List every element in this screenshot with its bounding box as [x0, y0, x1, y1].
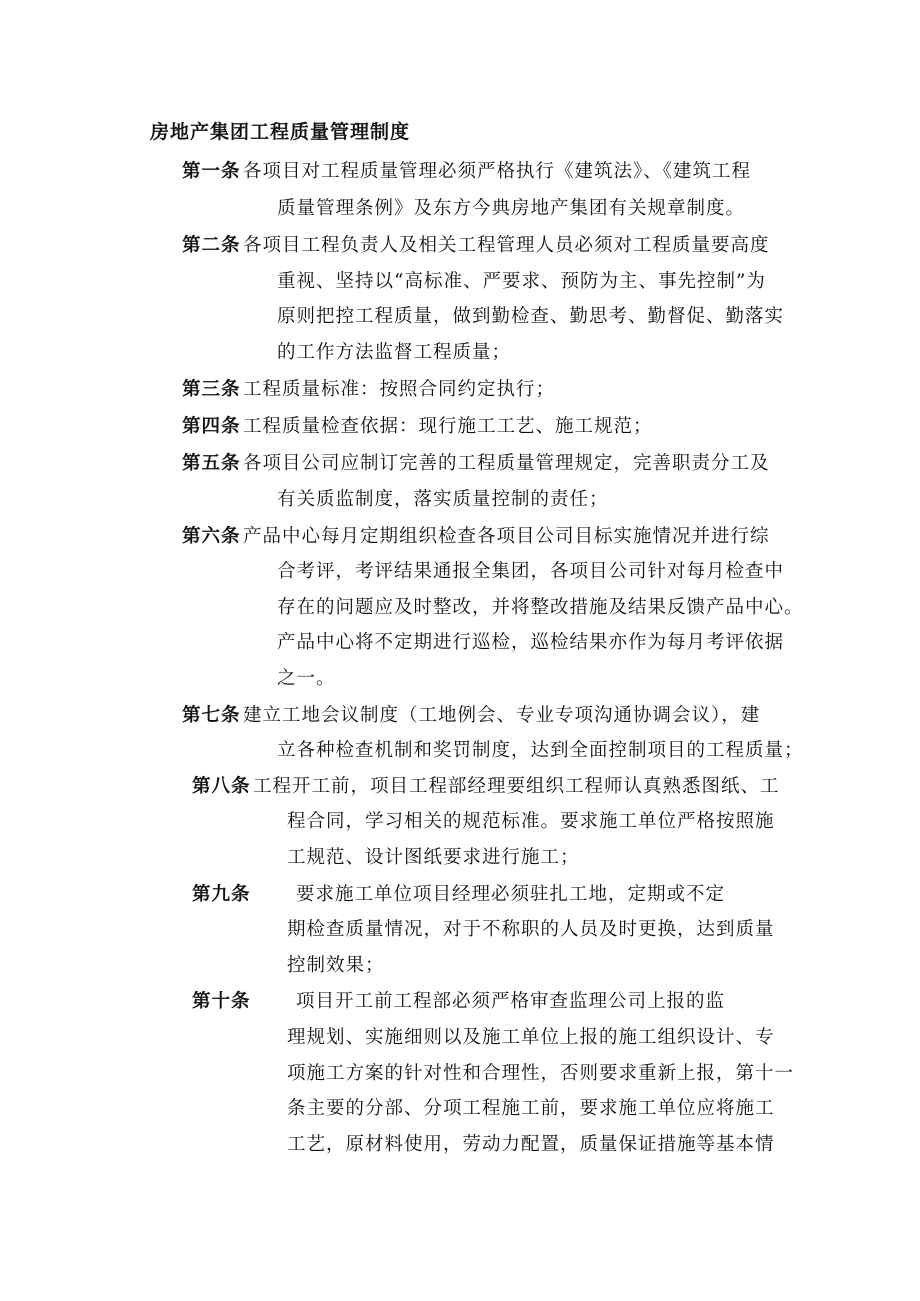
article-continuation-line: 立各种检查机制和奖罚制度，达到全面控制项目的工程质量； — [277, 740, 804, 761]
article-number: 第六条 — [182, 526, 241, 547]
article-number: 第四条 — [182, 416, 241, 437]
article-number: 第十条 — [192, 991, 251, 1012]
article-number: 第九条 — [192, 884, 251, 905]
article-continuation-line: 质量管理条例》及东方今典房地产集团有关规章制度。 — [277, 198, 746, 219]
article-text: 建立工地会议制度（工地例会、专业专项沟通协调会议），建 — [243, 705, 761, 726]
article-text: 各项目对工程质量管理必须严格执行《建筑法》、《建筑工程 — [243, 161, 752, 182]
article-continuation-line: 工规范、设计图纸要求进行施工； — [287, 847, 580, 868]
article-continuation-line: 存在的问题应及时整改，并将整改措施及结果反馈产品中心。 — [277, 597, 804, 618]
article-text: 工程质量检查依据：现行施工工艺、施工规范； — [243, 416, 653, 437]
article-text: 要求施工单位项目经理必须驻扎工地，定期或不定 — [296, 884, 726, 905]
article-number: 第五条 — [182, 453, 241, 474]
article-number: 第三条 — [182, 379, 241, 400]
article-number: 第二条 — [182, 235, 241, 256]
article-continuation-line: 工艺，原材料使用，劳动力配置，质量保证措施等基本情 — [287, 1134, 775, 1155]
article-continuation-line: 之一。 — [277, 668, 336, 689]
article-text: 各项目工程负责人及相关工程管理人员必须对工程质量要高度 — [243, 235, 770, 256]
article-number: 第八条 — [192, 776, 251, 797]
article-continuation-line: 合考评，考评结果通报全集团，各项目公司针对每月检查中 — [277, 561, 785, 582]
article-continuation-line: 有关质监制度，落实质量控制的责任； — [277, 489, 609, 510]
article-continuation-line: 项施工方案的针对性和合理性，否则要求重新上报，第十一 — [287, 1063, 795, 1084]
article-continuation-line: 条主要的分部、分项工程施工前，要求施工单位应将施工 — [287, 1098, 775, 1119]
article-text: 产品中心每月定期组织检查各项目公司目标实施情况并进行综 — [243, 526, 770, 547]
article-continuation-line: 原则把控工程质量，做到勤检查、勤思考、勤督促、勤落实 — [277, 306, 785, 327]
article-continuation-line: 理规划、实施细则以及施工单位上报的施工组织设计、专 — [287, 1027, 775, 1048]
article-continuation-line: 的工作方法监督工程质量； — [277, 342, 512, 363]
article-continuation-line: 重视、坚持以“高标准、严要求、预防为主、事先控制”为 — [277, 271, 766, 292]
article-number: 第一条 — [182, 161, 241, 182]
article-text: 工程质量标准：按照合同约定执行； — [243, 379, 556, 400]
article-text: 项目开工前工程部必须严格审查监理公司上报的监 — [296, 991, 726, 1012]
article-continuation-line: 期检查质量情况，对于不称职的人员及时更换，达到质量 — [287, 919, 775, 940]
article-continuation-line: 产品中心将不定期进行巡检，巡检结果亦作为每月考评依据 — [277, 632, 785, 653]
article-text: 各项目公司应制订完善的工程质量管理规定，完善职责分工及 — [243, 453, 770, 474]
article-continuation-line: 控制效果； — [287, 955, 385, 976]
article-text: 工程开工前，项目工程部经理要组织工程师认真熟悉图纸、工 — [253, 776, 780, 797]
document-title: 房地产集团工程质量管理制度 — [150, 121, 411, 143]
article-continuation-line: 程合同，学习相关的规范标准。要求施工单位严格按照施 — [287, 811, 775, 832]
article-number: 第七条 — [182, 705, 241, 726]
